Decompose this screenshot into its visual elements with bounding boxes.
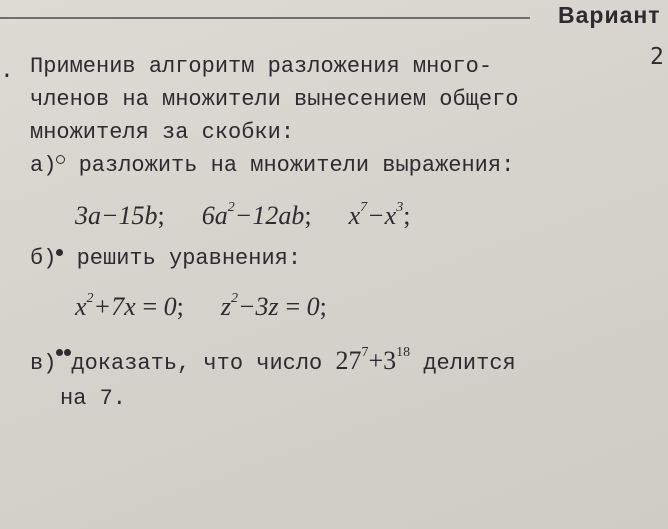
separator: ; (403, 201, 411, 230)
variant-heading: Вариант (558, 2, 661, 28)
part-a-text: разложить на множители выражения: (78, 153, 515, 178)
separator: ; (176, 292, 184, 321)
variant-number: 2 (650, 44, 664, 70)
number-expression: $27^7+3^{18}$ (335, 345, 411, 375)
part-c-line (30, 346, 516, 376)
part-b-line (30, 246, 301, 271)
part-c-text-after: делится (423, 351, 516, 376)
expr-3: $x^7-x^3$ (348, 200, 404, 230)
header-divider (0, 17, 530, 19)
equation-1: $x^2+7x = 0$ (75, 291, 177, 321)
separator: ; (157, 201, 165, 230)
separator: ; (319, 292, 327, 321)
expr-2: $6a^2-12ab$ (201, 200, 305, 230)
part-b-text: решить уравнения: (76, 246, 302, 271)
part-c-label: в) (30, 351, 57, 376)
open-circle-icon (56, 155, 65, 164)
equation-2: $z^2-3z = 0$ (220, 291, 320, 321)
task-marker: . (0, 58, 14, 84)
separator: ; (304, 201, 312, 230)
part-b-label: б) (30, 246, 57, 271)
part-c-line-2: на 7. (60, 386, 127, 411)
part-c-text: доказать, что число (71, 351, 323, 376)
part-a-expressions (75, 201, 410, 231)
part-b-equations (75, 292, 327, 322)
expr-1: 3a−15b (75, 201, 158, 230)
filled-dot-icon (56, 249, 63, 256)
part-a-line (30, 153, 514, 178)
part-a-label: а) (30, 153, 57, 178)
filled-dot-icon (56, 349, 63, 356)
task-intro-line-3: множителя за скобки: (30, 120, 295, 145)
task-intro-line-2: членов на множители вынесением общего (30, 87, 519, 112)
task-intro-line-1: Применив алгоритм разложения много- (30, 54, 493, 79)
